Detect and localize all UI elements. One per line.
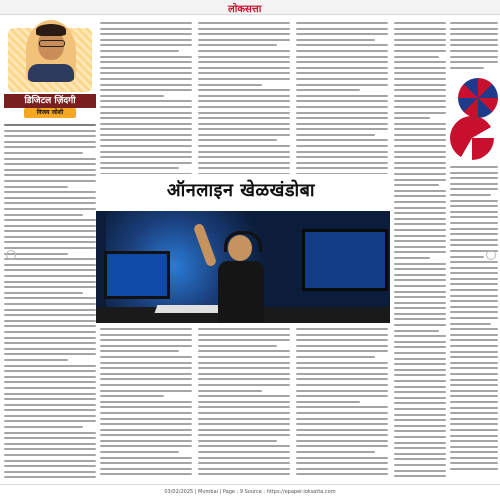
text-column-4-top bbox=[296, 22, 388, 174]
text-column-1a bbox=[4, 124, 96, 479]
headset-icon bbox=[224, 231, 262, 252]
registration-mark bbox=[486, 250, 496, 260]
text-column-3-bottom bbox=[198, 328, 290, 479]
article-headline: ऑनलाइन खेळखंडोबा bbox=[166, 180, 316, 201]
portrait-shirt bbox=[28, 64, 74, 82]
monitor-left bbox=[104, 251, 170, 299]
gamer-photo bbox=[96, 211, 390, 323]
column-title: डिजिटल ज़िंदगी bbox=[4, 94, 96, 108]
registration-mark bbox=[6, 250, 16, 260]
text-column-4-bottom bbox=[296, 328, 388, 479]
masthead bbox=[0, 0, 500, 15]
masthead-logo: लोकसत्ता bbox=[228, 4, 262, 15]
author-portrait bbox=[26, 20, 76, 82]
column-header bbox=[4, 18, 96, 118]
text-column-5 bbox=[394, 22, 446, 479]
casino-chips-photo bbox=[448, 76, 500, 162]
monitor-right bbox=[302, 229, 388, 291]
column-author: विजय जोशी bbox=[24, 108, 76, 118]
text-column-6-top bbox=[450, 22, 498, 74]
casino-chip-icon bbox=[458, 78, 498, 118]
gamer-figure bbox=[214, 229, 268, 323]
text-column-2-top bbox=[100, 22, 192, 174]
page-footer: 03/02/2025 | Mumbai | Page : 9 Source : https://epaper.loksatta.com bbox=[0, 484, 500, 501]
text-column-6-bottom bbox=[450, 166, 498, 479]
text-column-3-top bbox=[198, 22, 290, 174]
portrait-glasses bbox=[39, 40, 65, 47]
text-column-2-bottom bbox=[100, 328, 192, 479]
gamer-body bbox=[218, 261, 264, 323]
portrait-hair bbox=[36, 24, 66, 36]
casino-chip-icon bbox=[450, 116, 494, 160]
